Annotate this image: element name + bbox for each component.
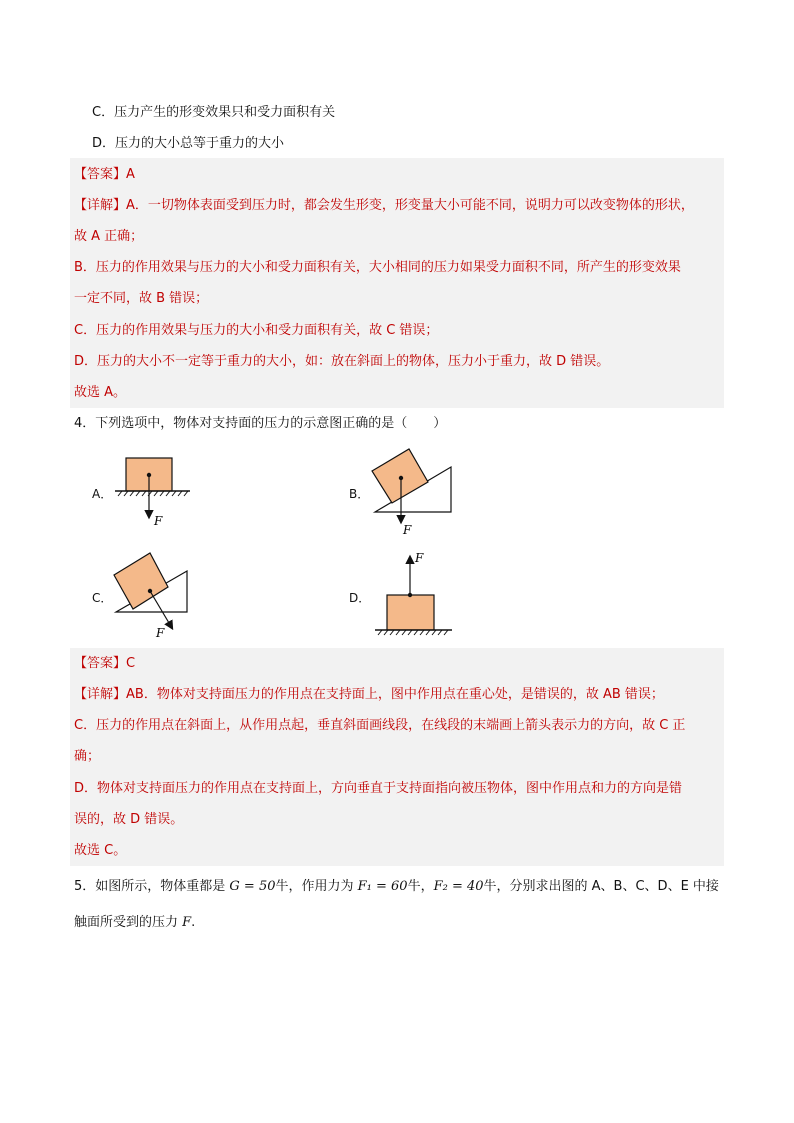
detail-text: A．一切物体表面受到压力时，都会发生形变，形变量大小可能不同，说明力可以改变物体的形状， bbox=[126, 198, 694, 213]
detail-q3-line-6: D．压力的大小不一定等于重力的大小，如：放在斜面上的物体，压力小于重力，故 D 错误。 bbox=[74, 354, 610, 369]
force-label-a: F bbox=[154, 514, 163, 528]
block bbox=[387, 595, 434, 630]
option-d-text: D．压力的大小总等于重力的大小 bbox=[92, 136, 285, 151]
question-4-stem: 4．下列选项中，物体对支持面的压力的示意图正确的是（ ） bbox=[74, 416, 447, 431]
answer-value: C bbox=[126, 656, 136, 671]
q5-text-c: 牛， bbox=[407, 879, 434, 894]
answer-tag: 【答案】 bbox=[74, 167, 127, 182]
q5-text-a: 5．如图所示，物体重都是 bbox=[74, 879, 230, 894]
detail-q3-line-7: 故选 A。 bbox=[74, 385, 127, 400]
option-c-text: C．压力产生的形变效果只和受力面积有关 bbox=[92, 105, 336, 120]
figure-b-diagram bbox=[365, 442, 465, 542]
detail-q3-line-5: C．压力的作用效果与压力的大小和受力面积有关，故 C 错误； bbox=[74, 323, 439, 338]
detail-tag: 【详解】 bbox=[74, 198, 127, 213]
detail-q4-line-2: C．压力的作用点在斜面上，从作用点起，垂直斜面画线段，在线段的末端画上箭头表示力的方向，故 C 正 bbox=[74, 718, 686, 733]
detail-q4-line-1 bbox=[74, 686, 664, 704]
q5-f2-equation: F₂ = 40 bbox=[433, 879, 484, 894]
detail-tag: 【详解】 bbox=[74, 687, 127, 702]
answer-box-q4 bbox=[70, 648, 724, 866]
answer-tag: 【答案】 bbox=[74, 656, 127, 671]
question-5-line-2 bbox=[74, 914, 195, 932]
detail-q3-line-3: B．压力的作用效果与压力的大小和受力面积有关，大小相同的压力如果受力面积不同，所产生的形变效果 bbox=[74, 260, 681, 275]
question-5-line-1 bbox=[74, 878, 719, 896]
detail-q3-line-4: 一定不同，故 B 错误； bbox=[74, 291, 209, 306]
q5-f1-equation: F₁ = 60 bbox=[357, 879, 408, 894]
figure-c-diagram bbox=[110, 548, 210, 643]
q5-f-symbol: F bbox=[182, 915, 192, 930]
q5-text-b: 牛，作用力为 bbox=[275, 879, 358, 894]
answer-q3 bbox=[74, 166, 135, 184]
detail-q3-line-1 bbox=[74, 197, 694, 215]
force-label-c: F bbox=[156, 626, 165, 640]
figure-a-label: A． bbox=[92, 487, 113, 501]
figure-d-label: D． bbox=[349, 591, 371, 605]
answer-q4 bbox=[74, 655, 135, 673]
force-label-d: F bbox=[415, 551, 424, 565]
q5-text-e: 触面所受到的压力 bbox=[74, 915, 183, 930]
figure-b-label: B． bbox=[349, 487, 370, 501]
detail-q4-line-3: 确； bbox=[74, 749, 101, 764]
detail-q4-line-5: 误的，故 D 错误。 bbox=[74, 812, 184, 827]
answer-value: A bbox=[126, 167, 135, 182]
force-label-b: F bbox=[403, 523, 412, 537]
detail-q4-line-4: D．物体对支持面压力的作用点在支持面上，方向垂直于支持面指向被压物体，图中作用点和力的方向是错 bbox=[74, 781, 683, 796]
figure-c-label: C． bbox=[92, 591, 113, 605]
q5-text-d: 牛，分别求出图的 A、B、C、D、E 中接 bbox=[483, 879, 719, 894]
figure-d-diagram bbox=[370, 545, 460, 640]
figure-a-diagram bbox=[110, 450, 200, 530]
detail-text: AB．物体对支持面压力的作用点在支持面上，图中作用点在重心处，是错误的，故 AB 错误； bbox=[126, 687, 664, 702]
detail-q3-line-2: 故 A 正确； bbox=[74, 229, 144, 244]
detail-q4-line-6: 故选 C。 bbox=[74, 843, 127, 858]
q5-g-equation: G = 50 bbox=[229, 879, 276, 894]
q5-text-f: . bbox=[191, 915, 196, 930]
